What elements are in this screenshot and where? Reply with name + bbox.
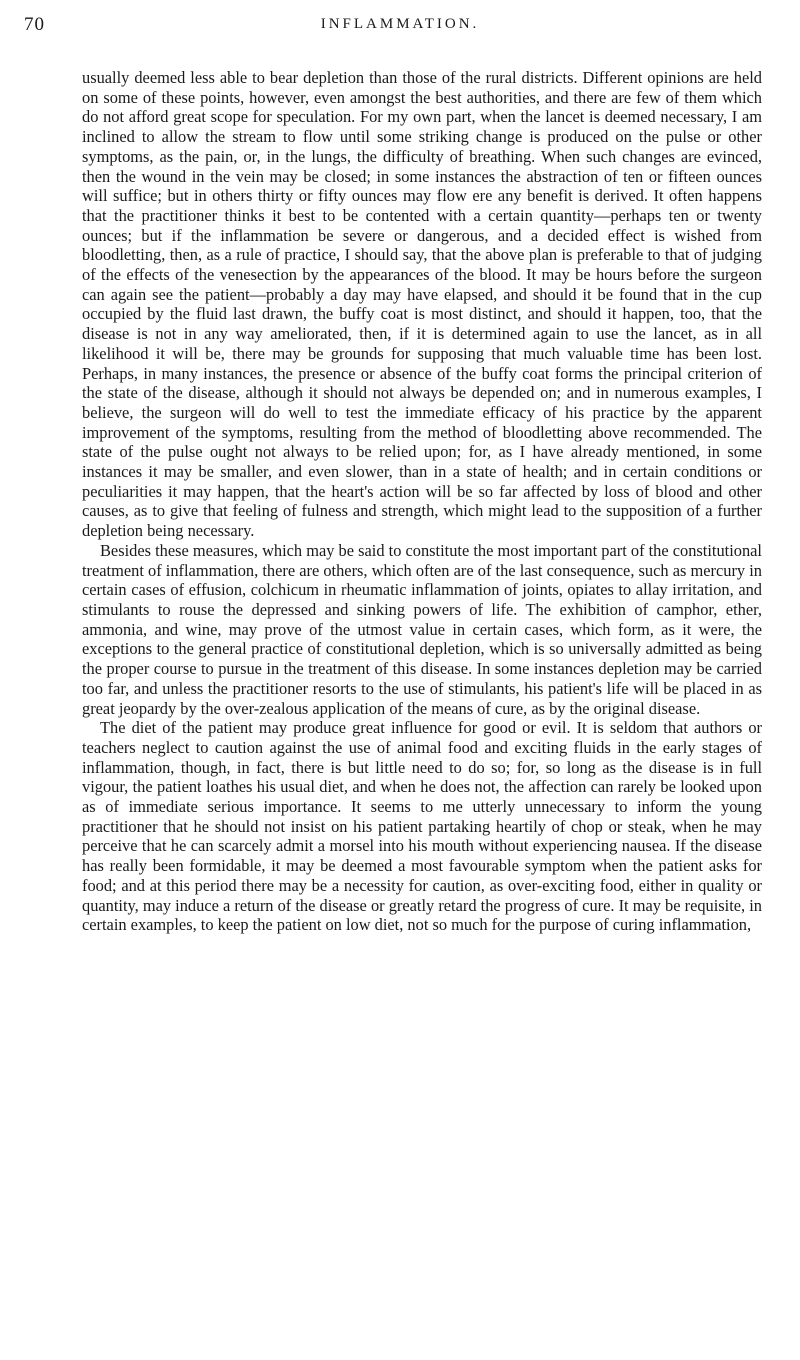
- paragraph-constitutional-treatment: Besides these measures, which may be said to constitute the most important part of the constitutional treatment of inflammation, there are others, which often are of the last consequence, such as mercury in certain cases of effusion, colchicum in rheumatic inflammation of joints, opiates to allay irritation, and stimulants to rouse the depressed and sinking powers of life. The exhibition of camphor, ether, ammonia, and wine, may prove of the utmost value in certain cases, which form, as it were, the exceptions to the general practice of constitutional depletion, which is so universally admitted as being the proper course to pursue in the treatment of this disease. In some instances depletion may be carried too far, and unless the practitioner resorts to the use of stimulants, his patient's life will be placed in as great jeopardy by the over-zealous application of the means of cure, as by the original disease.: [82, 540, 762, 718]
- page-number: 70: [24, 14, 45, 35]
- body-text: [82, 68, 762, 935]
- running-head: [0, 14, 800, 40]
- running-title: INFLAMMATION.: [320, 16, 480, 32]
- paragraph-diet: The diet of the patient may produce great influence for good or evil. It is seldom that authors or teachers neglect to caution against the use of animal food and exciting fluids in the early stages of inflammation, though, in fact, there is but little need to do so; for, so long as the disease is in full vigour, the patient loathes his usual diet, and when he does not, the affection can rarely be looked upon as of immediate serious importance. It seems to me utterly unnecessary to inform the young practitioner that he should not insist on his patient partaking heartily of chop or steak, when he may perceive that he can scarcely admit a morsel into his mouth without experiencing nausea. If the disease has really been formidable, it may be deemed a most favourable symptom when the patient asks for food; and at this period there may be a necessity for caution, as over-exciting food, either in quality or quantity, may induce a return of the disease or greatly retard the progress of cure. It may be requisite, in certain examples, to keep the patient on low diet, not so much for the purpose of curing inflammation,: [82, 718, 762, 935]
- paragraph-bloodletting: usually deemed less able to bear depletion than those of the rural districts. Different opinions are held on some of these points, however, even amongst the best authorities, and there are few of them which do not afford great scope for speculation. For my own part, when the lancet is deemed necessary, I am inclined to allow the stream to flow until some striking change is produced on the pulse or other symptoms, as the pain, or, in the lungs, the difficulty of breathing. When such changes are evinced, then the wound in the vein may be closed; in some instances the abstraction of ten or fifteen ounces will suffice; but in others thirty or fifty ounces may flow ere any benefit is derived. It often happens that the practitioner thinks it best to be contented with a certain quantity—perhaps ten or twenty ounces; but if the inflammation be severe or dangerous, and a decided effect is wished from bloodletting, then, as a rule of practice, I should say, that the above plan is preferable to that of judging of the effects of the venesection by the appearances of the blood. It may be hours before the surgeon can again see the patient—probably a day may have elapsed, and should it be found that in the cup occupied by the fluid last drawn, the buffy coat is most distinct, and should it happen, too, that the disease is not in any way ameliorated, then, if it is determined again to use the lancet, as in all likelihood it will be, there may be grounds for supposing that much valuable time has been lost. Perhaps, in many instances, the presence or absence of the buffy coat forms the principal criterion of the state of the disease, although it should not always be depended on; and in numerous examples, I believe, the surgeon will do well to test the immediate efficacy of his practice by the apparent improvement of the symptoms, resulting from the method of bloodletting above recommended. The state of the pulse ought not always to be relied upon; for, as I have already mentioned, in some instances it may be smaller, and even slower, than in a state of health; and in certain conditions or peculiarities it may happen, that the heart's action will be so far affected by loss of blood and other causes, as to give that feeling of fulness and strength, which might lead to the supposition of a further depletion being necessary.: [82, 68, 762, 541]
